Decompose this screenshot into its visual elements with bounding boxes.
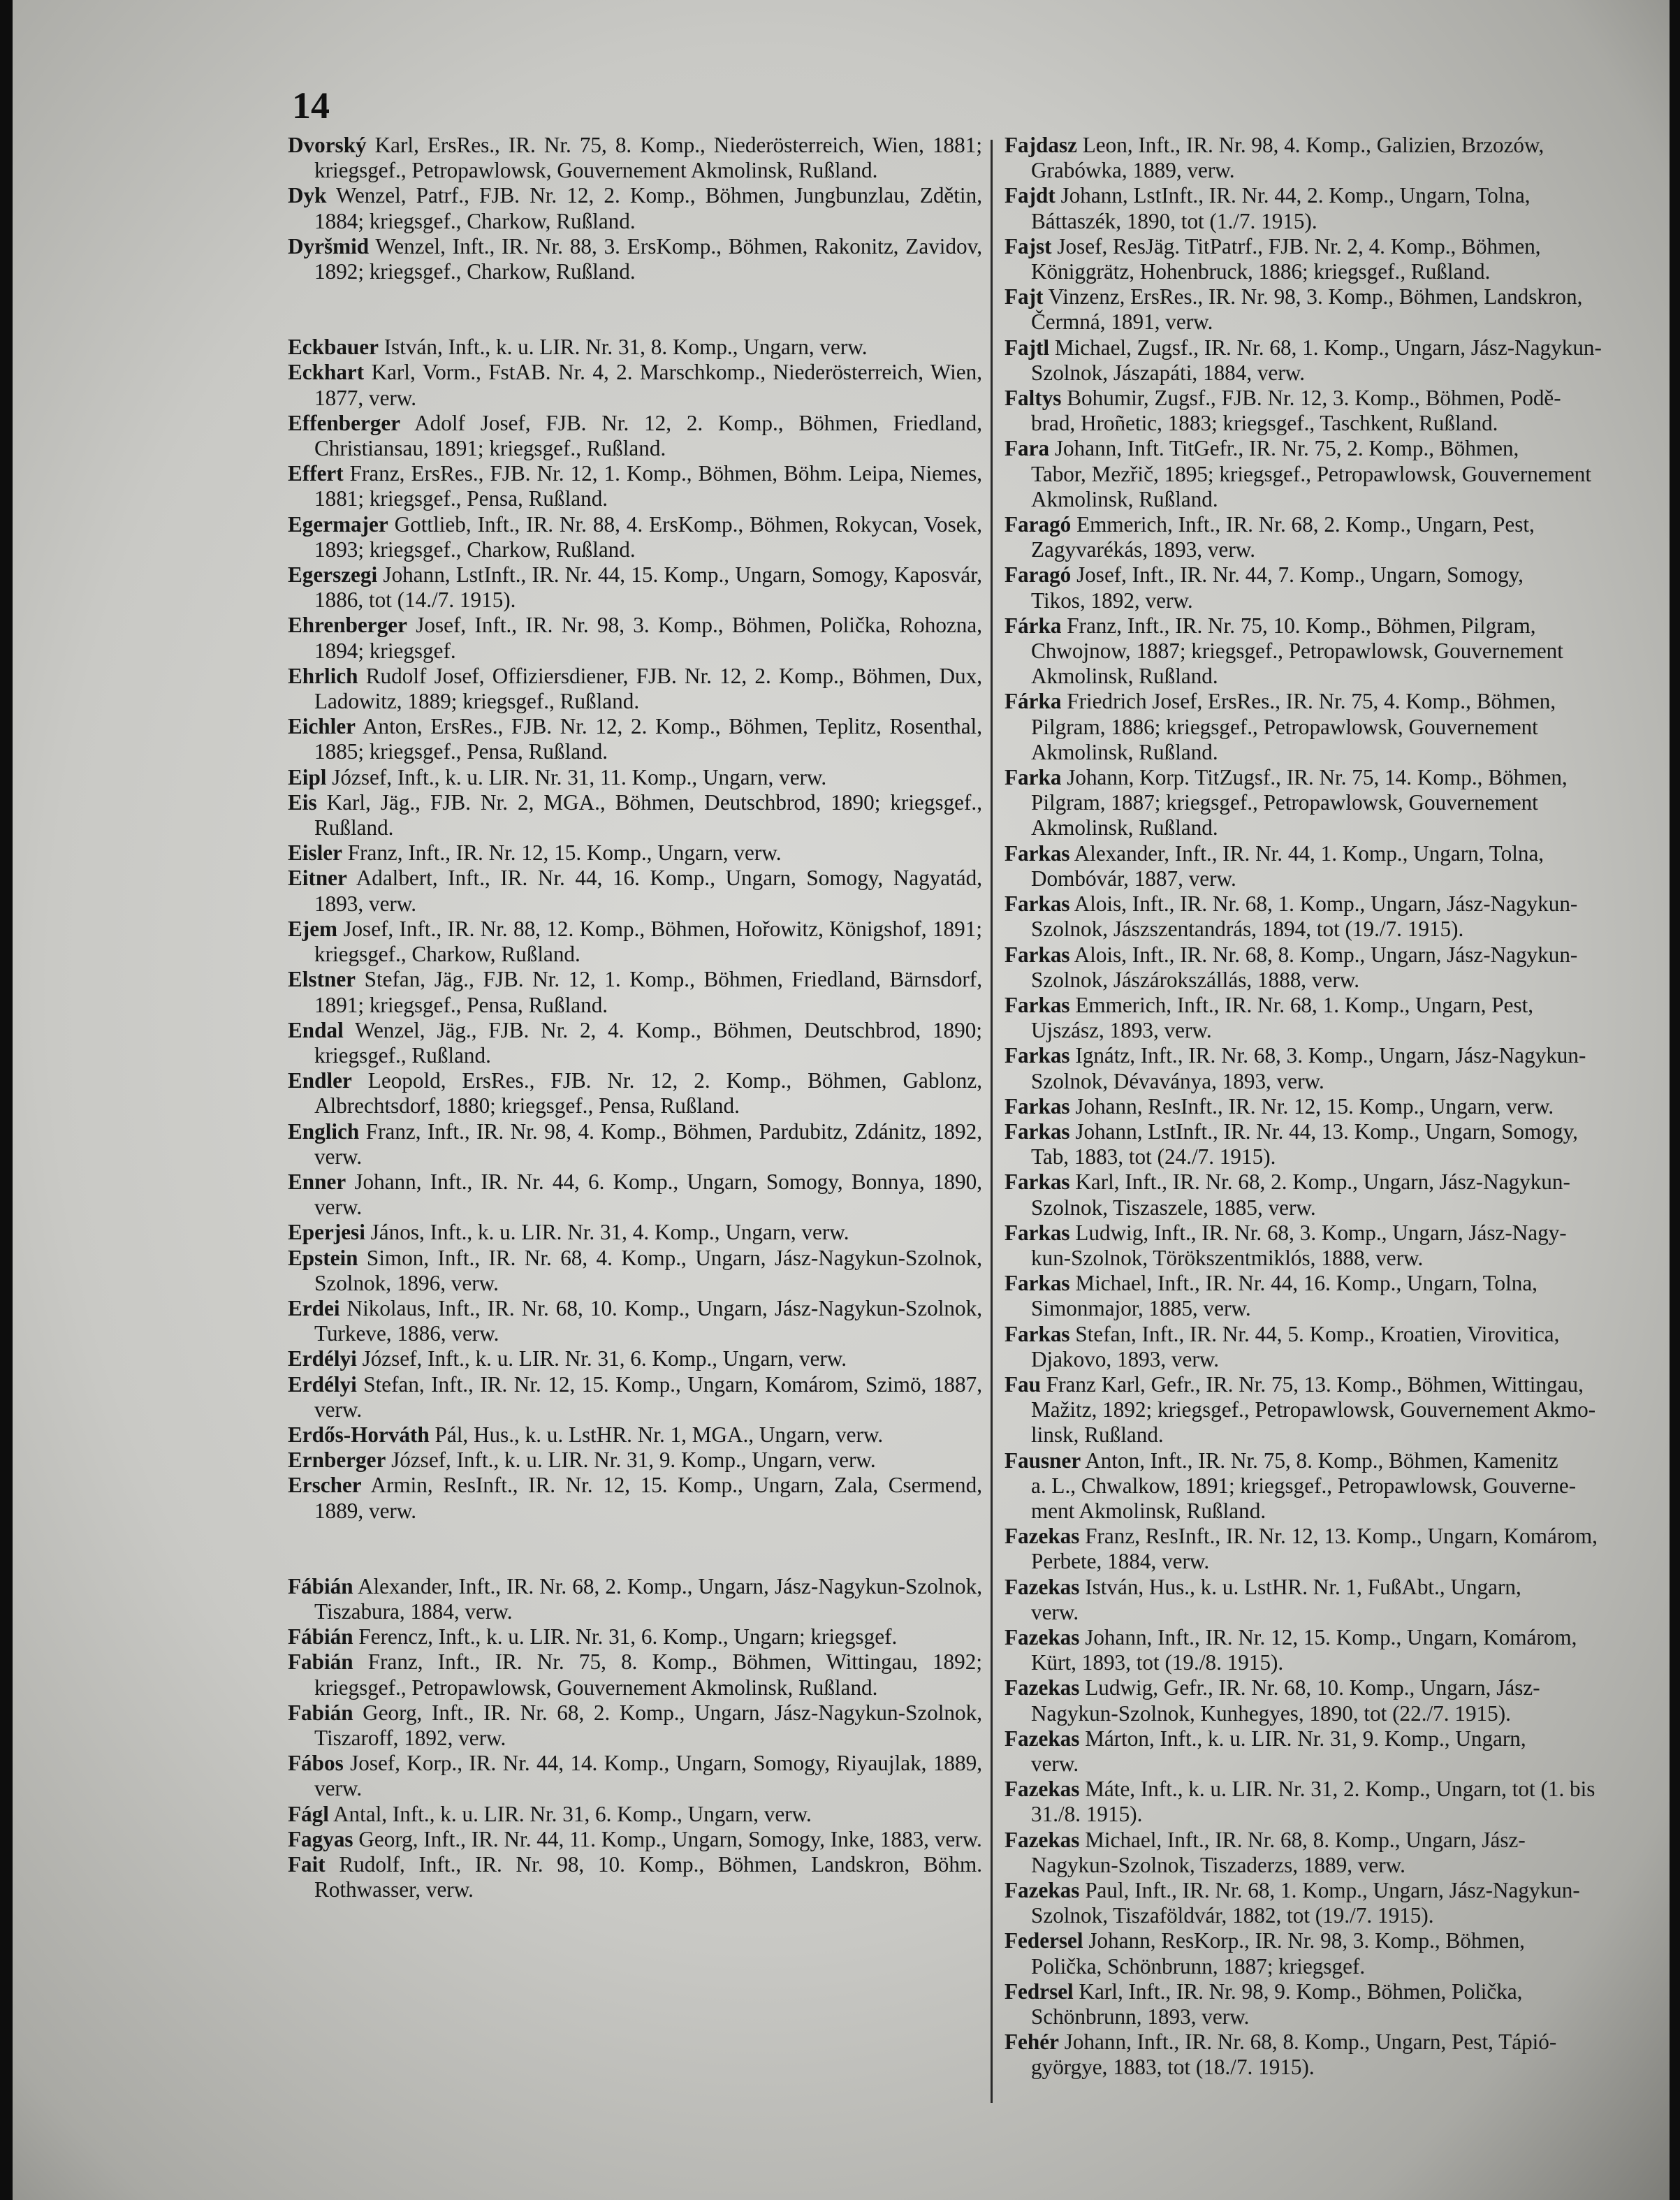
entry-surname: Englich xyxy=(288,1119,360,1144)
entry-details-continued: Nagykun-Szolnok, Kunhegyes, 1890, tot (22./7. 1915). xyxy=(1031,1700,1511,1726)
entry-surname: Fágl xyxy=(288,1801,329,1826)
entry-details: Michael, Inft., IR. Nr. 68, 8. Komp., Ungarn, Jász- xyxy=(1079,1827,1526,1852)
entry-details-continued: brad, Hroñetic, 1883; kriegsgef., Taschkent, Rußland. xyxy=(1031,411,1498,436)
entry-details-continued: györgye, 1883, tot (18./7. 1915). xyxy=(1031,2055,1315,2080)
entry-surname: Fagyas xyxy=(288,1826,353,1851)
entry-details-continued: verw. xyxy=(1031,1751,1079,1776)
entry-details: Rudolf, Inft., IR. Nr. 98, 10. Komp., Böhmen, Landskron, Böhm. Rothwasser, verw. xyxy=(314,1852,982,1902)
list-entry xyxy=(288,183,982,233)
entry-details: Armin, ResInft., IR. Nr. 12, 15. Komp., Ungarn, Zala, Csermend, 1889, verw. xyxy=(314,1473,982,1523)
entry-details: Antal, Inft., k. u. LIR. Nr. 31, 6. Komp., Ungarn, verw. xyxy=(328,1801,812,1826)
entry-details: István, Hus., k. u. LstHR. Nr. 1, FußAbt., Ungarn, xyxy=(1079,1574,1521,1599)
entry-details: Ignátz, Inft., IR. Nr. 68, 3. Komp., Ungarn, Jász-Nagykun- xyxy=(1069,1043,1586,1068)
entry-surname: Eis xyxy=(288,789,317,815)
list-entry xyxy=(1005,436,1670,512)
entry-surname: Ehrlich xyxy=(288,663,358,688)
list-entry xyxy=(288,917,982,967)
list-entry xyxy=(288,461,982,511)
entry-surname: Farkas xyxy=(1005,1093,1070,1119)
entry-details-continued: Szolnok, Jászapáti, 1884, verw. xyxy=(1031,360,1306,385)
list-entry xyxy=(1005,335,1670,386)
list-entry xyxy=(288,1448,982,1473)
entry-surname: Fábián xyxy=(288,1573,353,1598)
list-entry xyxy=(1005,1448,1670,1524)
entry-details: Alois, Inft., IR. Nr. 68, 1. Komp., Ungarn, Jász-Nagykun- xyxy=(1069,891,1578,917)
entry-surname: Eisler xyxy=(288,840,342,866)
entry-surname: Fabián xyxy=(288,1649,353,1675)
entry-details: Leopold, ErsRes., FJB. Nr. 12, 2. Komp., Böhmen, Gablonz, Albrechtsdorf, 1880; kriegsgef., Pensa, Rußland. xyxy=(314,1068,982,1119)
entry-details-continued: Szolnok, Tiszaföldvár, 1882, tot (19./7. 1915). xyxy=(1031,1903,1434,1928)
list-entry xyxy=(1005,765,1670,841)
entry-surname: Fausner xyxy=(1005,1448,1081,1473)
entry-details-continued: Nagykun-Szolnok, Tiszaderzs, 1889, verw. xyxy=(1031,1852,1405,1877)
entry-surname: Erscher xyxy=(288,1473,362,1498)
list-entry xyxy=(1005,1828,1670,1878)
list-entry xyxy=(288,1574,982,1624)
entry-details: Rudolf Josef, Offiziersdiener, FJB. Nr. 12, 2. Komp., Böhmen, Dux, Ladowitz, 1889; kriegsgef., Rußland. xyxy=(314,663,982,714)
entry-details: Alexander, Inft., IR. Nr. 44, 1. Komp., Ungarn, Tolna, xyxy=(1069,840,1544,866)
entry-surname: Fau xyxy=(1005,1371,1041,1397)
entry-details: József, Inft., k. u. LIR. Nr. 31, 6. Komp., Ungarn, verw. xyxy=(356,1346,847,1371)
entry-details: József, Inft., k. u. LIR. Nr. 31, 9. Komp., Ungarn, verw. xyxy=(386,1448,876,1473)
entry-surname: Fajtl xyxy=(1005,335,1050,360)
entry-surname: Faragó xyxy=(1005,562,1072,588)
entry-details-continued: Simonmajor, 1885, verw. xyxy=(1031,1296,1251,1321)
entry-surname: Fajt xyxy=(1005,284,1044,309)
entry-details: Johann, LstInft., IR. Nr. 44, 13. Komp., Ungarn, Somogy, xyxy=(1069,1119,1578,1144)
entry-surname: Dyk xyxy=(288,183,327,208)
entry-details: Michael, Inft., IR. Nr. 44, 16. Komp., Ungarn, Tolna, xyxy=(1069,1271,1537,1296)
list-entry xyxy=(288,133,982,183)
entry-surname: Farkas xyxy=(1005,992,1070,1017)
entry-details: Franz, Inft., IR. Nr. 12, 15. Komp., Ungarn, verw. xyxy=(342,840,782,866)
entry-details: Johann, Korp. TitZugsf., IR. Nr. 75, 14. Komp., Böhmen, xyxy=(1061,765,1568,790)
entry-details-continued: Polička, Schönbrunn, 1887; kriegsgef. xyxy=(1031,1953,1366,1979)
list-entry xyxy=(288,765,982,790)
list-entry xyxy=(1005,1928,1670,1979)
entry-details: Friedrich Josef, ErsRes., IR. Nr. 75, 4. Komp., Böhmen, xyxy=(1061,689,1556,714)
entry-details: Josef, Korp., IR. Nr. 44, 14. Komp., Ungarn, Somogy, Riyaujlak, 1889, verw. xyxy=(314,1751,982,1801)
entry-details-continued: Mažitz, 1892; kriegsgef., Petropawlowsk, Gouvernement Akmo- xyxy=(1031,1397,1596,1422)
list-entry xyxy=(1005,562,1670,613)
entry-details-continued: Szolnok, Jászárokszállás, 1888, verw. xyxy=(1031,967,1360,992)
list-entry xyxy=(288,1119,982,1170)
entry-details: Alexander, Inft., IR. Nr. 68, 2. Komp., Ungarn, Jász-Nagykun-Szolnok, Tiszabura, 1884, verw. xyxy=(314,1573,982,1624)
entry-details: Franz Karl, Gefr., IR. Nr. 75, 13. Komp., Böhmen, Wittingau, xyxy=(1041,1371,1584,1397)
list-entry xyxy=(288,1170,982,1220)
entry-surname: Ejem xyxy=(288,916,338,941)
entry-details-continued: Akmolinsk, Rußland. xyxy=(1031,486,1218,511)
entry-details: Wenzel, Patrf., FJB. Nr. 12, 2. Komp., Böhmen, Jungbunzlau, Zdětin, 1884; kriegsgef., Charkow, Rußland. xyxy=(314,183,982,233)
list-entry xyxy=(1005,1322,1670,1372)
entry-details-continued: linsk, Rußland. xyxy=(1031,1422,1164,1448)
entry-details: Ferencz, Inft., k. u. LIR. Nr. 31, 6. Komp., Ungarn; kriegsgef. xyxy=(353,1624,898,1649)
list-entry xyxy=(288,335,982,360)
entry-details: Johann, Inft., IR. Nr. 68, 8. Komp., Ungarn, Pest, Tápió- xyxy=(1058,2030,1557,2055)
entry-details-continued: Königgrätz, Hohenbruck, 1886; kriegsgef., Rußland. xyxy=(1031,259,1491,284)
scanned-page xyxy=(13,0,1670,2200)
entry-details-continued: a. L., Chwalkow, 1891; kriegsgef., Petropawlowsk, Gouverne- xyxy=(1031,1473,1577,1498)
list-entry xyxy=(288,360,982,410)
list-entry xyxy=(288,1827,982,1852)
entry-details: Michael, Zugsf., IR. Nr. 68, 1. Komp., Ungarn, Jász-Nagykun- xyxy=(1049,335,1602,360)
entry-surname: Fábos xyxy=(288,1751,344,1776)
list-entry xyxy=(1005,942,1670,993)
entry-details-continued: Zagyvarékás, 1893, verw. xyxy=(1031,537,1255,562)
entry-surname: Erdős-Horváth xyxy=(288,1422,430,1447)
entry-surname: Eckhart xyxy=(288,360,365,385)
list-entry xyxy=(1005,1625,1670,1675)
list-entry xyxy=(288,840,982,866)
left-column xyxy=(288,133,982,1902)
entry-details: Josef, Inft., IR. Nr. 98, 3. Komp., Böhmen, Polička, Rohozna, 1894; kriegsgef. xyxy=(314,613,982,663)
list-entry xyxy=(1005,234,1670,284)
entry-surname: Fazekas xyxy=(1005,1675,1080,1700)
list-entry xyxy=(288,790,982,840)
entry-details-continued: Báttaszék, 1890, tot (1./7. 1915). xyxy=(1031,208,1317,233)
entry-surname: Farkas xyxy=(1005,891,1070,917)
entry-details-continued: Djakovo, 1893, verw. xyxy=(1031,1346,1220,1371)
entry-details-continued: Pilgram, 1886; kriegsgef., Petropawlowsk, Gouvernement xyxy=(1031,714,1538,739)
list-entry xyxy=(288,1649,982,1700)
entry-surname: Faltys xyxy=(1005,386,1062,411)
list-entry xyxy=(1005,133,1670,183)
entry-surname: Farkas xyxy=(1005,1119,1070,1144)
entry-surname: Fazekas xyxy=(1005,1624,1080,1649)
list-entry xyxy=(288,1068,982,1119)
entry-details: Márton, Inft., k. u. LIR. Nr. 31, 9. Komp., Ungarn, xyxy=(1079,1726,1526,1751)
list-entry xyxy=(1005,613,1670,690)
entry-details: Karl, Inft., IR. Nr. 68, 2. Komp., Ungarn, Jász-Nagykun- xyxy=(1069,1170,1570,1195)
entry-details: Johann, LstInft., IR. Nr. 44, 2. Komp., Ungarn, Tolna, xyxy=(1055,183,1531,208)
entry-surname: Farka xyxy=(1005,765,1062,790)
entry-details: Vinzenz, ErsRes., IR. Nr. 98, 3. Komp., Böhmen, Landskron, xyxy=(1043,284,1583,309)
entry-surname: Dvorský xyxy=(288,133,367,157)
list-entry xyxy=(288,1700,982,1751)
entry-surname: Eitner xyxy=(288,866,347,891)
entry-details-continued: Akmolinsk, Rußland. xyxy=(1031,739,1218,764)
entry-details: Anton, ErsRes., FJB. Nr. 12, 2. Komp., Böhmen, Teplitz, Rosenthal, 1885; kriegsgef., Pensa, Rußland. xyxy=(314,714,982,764)
list-entry xyxy=(1005,1726,1670,1777)
entry-details-continued: Čermná, 1891, verw. xyxy=(1031,309,1213,335)
entry-surname: Erdélyi xyxy=(288,1371,357,1397)
list-entry xyxy=(1005,1221,1670,1271)
entry-surname: Fazekas xyxy=(1005,1827,1080,1852)
list-entry xyxy=(1005,1094,1670,1119)
entry-details: Georg, Inft., IR. Nr. 68, 2. Komp., Ungarn, Jász-Nagykun-Szolnok, Tiszaroff, 1892, verw. xyxy=(314,1700,982,1750)
entry-details-continued: Akmolinsk, Rußland. xyxy=(1031,664,1218,689)
entry-surname: Farkas xyxy=(1005,1271,1070,1296)
entry-details: Emmerich, Inft., IR. Nr. 68, 2. Komp., Ungarn, Pest, xyxy=(1071,512,1535,537)
list-entry xyxy=(288,613,982,663)
entry-details-continued: Schönbrunn, 1893, verw. xyxy=(1031,2004,1250,2030)
entry-surname: Fazekas xyxy=(1005,1574,1080,1599)
entry-details: Johann, ResKorp., IR. Nr. 98, 3. Komp., Böhmen, xyxy=(1083,1928,1525,1953)
list-entry xyxy=(1005,689,1670,765)
entry-details: Georg, Inft., IR. Nr. 44, 11. Komp., Ungarn, Somogy, Inke, 1883, verw. xyxy=(353,1826,982,1851)
entry-details: Wenzel, Jäg., FJB. Nr. 2, 4. Komp., Böhmen, Deutschbrod, 1890; kriegsgef., Rußland. xyxy=(314,1017,982,1068)
list-entry xyxy=(1005,1979,1670,2030)
entry-details: Johann, Inft. TitGefr., IR. Nr. 75, 2. Komp., Böhmen, xyxy=(1049,436,1519,461)
list-entry xyxy=(1005,1878,1670,1928)
entry-details-continued: Tab, 1883, tot (24./7. 1915). xyxy=(1031,1144,1276,1170)
entry-details: Ludwig, Inft., IR. Nr. 68, 3. Komp., Ungarn, Jász-Nagy- xyxy=(1069,1220,1567,1245)
entry-details-continued: Dombóvár, 1887, verw. xyxy=(1031,866,1236,891)
entry-surname: Fedrsel xyxy=(1005,1979,1074,2004)
entry-details: Franz, ResInft., IR. Nr. 12, 13. Komp., Ungarn, Komárom, xyxy=(1079,1524,1598,1549)
entry-surname: Egerszegi xyxy=(288,562,378,588)
list-entry xyxy=(288,1372,982,1422)
entry-details: Karl, Vorm., FstAB. Nr. 4, 2. Marschkomp., Niederösterreich, Wien, 1877, verw. xyxy=(314,360,982,410)
list-entry xyxy=(288,1751,982,1801)
list-entry xyxy=(288,234,982,284)
list-entry xyxy=(1005,1043,1670,1093)
entry-details: Wenzel, Inft., IR. Nr. 88, 3. ErsKomp., Böhmen, Rakonitz, Zavidov, 1892; kriegsgef., Charkow, Rußland. xyxy=(314,233,982,284)
entry-details: Adalbert, Inft., IR. Nr. 44, 16. Komp., Ungarn, Somogy, Nagyatád, 1893, verw. xyxy=(314,866,982,916)
entry-details: Bohumir, Zugsf., FJB. Nr. 12, 3. Komp., Böhmen, Podě- xyxy=(1061,386,1561,411)
list-entry xyxy=(1005,284,1670,335)
entry-details-continued: Kürt, 1893, tot (19./8. 1915). xyxy=(1031,1650,1284,1675)
entry-surname: Fazekas xyxy=(1005,1726,1080,1751)
entry-details: Stefan, Jäg., FJB. Nr. 12, 1. Komp., Böhmen, Friedland, Bärnsdorf, 1891; kriegsgef., Pensa, Rußland. xyxy=(314,967,982,1017)
entry-surname: Fazekas xyxy=(1005,1524,1080,1549)
entry-details: Johann, LstInft., IR. Nr. 44, 15. Komp., Ungarn, Somogy, Kaposvár, 1886, tot (14./7. 1915). xyxy=(314,562,982,613)
column-divider xyxy=(991,140,993,2103)
entry-surname: Enner xyxy=(288,1169,346,1194)
entry-details: Johann, ResInft., IR. Nr. 12, 15. Komp., Ungarn, verw. xyxy=(1069,1093,1554,1119)
list-entry xyxy=(288,1346,982,1371)
entry-details-continued: Szolnok, Tiszaszele, 1885, verw. xyxy=(1031,1195,1316,1220)
entry-surname: Eperjesi xyxy=(288,1220,365,1245)
entry-surname: Ernberger xyxy=(288,1448,386,1473)
list-entry xyxy=(1005,183,1670,233)
list-entry xyxy=(288,1018,982,1068)
entry-surname: Effert xyxy=(288,461,344,486)
list-entry xyxy=(1005,1575,1670,1625)
entry-details-continued: Chwojnow, 1887; kriegsgef., Petropawlowsk, Gouvernement xyxy=(1031,639,1563,664)
list-entry xyxy=(1005,891,1670,942)
entry-details: Karl, Inft., IR. Nr. 98, 9. Komp., Böhmen, Polička, xyxy=(1073,1979,1523,2004)
entry-details: Gottlieb, Inft., IR. Nr. 88, 4. ErsKomp., Böhmen, Rokycan, Vosek, 1893; kriegsgef., Charkow, Rußland. xyxy=(314,511,982,562)
entry-surname: Farkas xyxy=(1005,1170,1070,1195)
entry-surname: Fabián xyxy=(288,1700,353,1725)
list-entry xyxy=(1005,1271,1670,1321)
list-entry xyxy=(1005,1675,1670,1726)
entry-surname: Fajst xyxy=(1005,233,1052,258)
entry-details: Josef, Inft., IR. Nr. 44, 7. Komp., Ungarn, Somogy, xyxy=(1071,562,1524,588)
entry-details-continued: Perbete, 1884, verw. xyxy=(1031,1549,1210,1574)
entry-details: István, Inft., k. u. LIR. Nr. 31, 8. Komp., Ungarn, verw. xyxy=(378,335,868,360)
entry-details: Franz, Inft., IR. Nr. 75, 10. Komp., Böhmen, Pilgram, xyxy=(1061,613,1536,638)
entry-surname: Fazekas xyxy=(1005,1878,1080,1903)
entry-details: Stefan, Inft., IR. Nr. 44, 5. Komp., Kroatien, Virovitica, xyxy=(1069,1321,1560,1346)
entry-surname: Farkas xyxy=(1005,942,1070,967)
entry-details: Nikolaus, Inft., IR. Nr. 68, 10. Komp., Ungarn, Jász-Nagykun-Szolnok, Turkeve, 1886, verw. xyxy=(314,1295,982,1346)
entry-surname: Farkas xyxy=(1005,1220,1070,1245)
entry-surname: Fajdt xyxy=(1005,183,1056,208)
entry-surname: Endal xyxy=(288,1017,344,1042)
list-entry xyxy=(288,714,982,764)
entry-details: Simon, Inft., IR. Nr. 68, 4. Komp., Ungarn, Jász-Nagykun-Szolnok, Szolnok, 1896, verw. xyxy=(314,1245,982,1295)
list-entry xyxy=(1005,1119,1670,1170)
entry-surname: Fait xyxy=(288,1852,326,1877)
list-entry xyxy=(1005,512,1670,562)
entry-details: Anton, Inft., IR. Nr. 75, 8. Komp., Böhmen, Kamenitz xyxy=(1081,1448,1558,1473)
list-entry xyxy=(288,1422,982,1448)
list-entry xyxy=(288,664,982,714)
entry-details: Johann, Inft., IR. Nr. 44, 6. Komp., Ungarn, Somogy, Bonnya, 1890, verw. xyxy=(314,1169,982,1220)
entry-details-continued: verw. xyxy=(1031,1599,1079,1624)
entry-surname: Ehrenberger xyxy=(288,613,407,638)
entry-details: Ludwig, Gefr., IR. Nr. 68, 10. Komp., Ungarn, Jász- xyxy=(1079,1675,1540,1700)
entry-surname: Eckbauer xyxy=(288,335,379,360)
list-entry xyxy=(288,1802,982,1827)
list-entry xyxy=(288,967,982,1017)
entry-surname: Fábián xyxy=(288,1624,353,1649)
entry-surname: Eipl xyxy=(288,764,327,789)
entry-details: Karl, ErsRes., IR. Nr. 75, 8. Komp., Niederösterreich, Wien, 1881; kriegsgef., Petropawlowsk, Gouvernement Akmolinsk, Rußland. xyxy=(314,133,982,183)
list-entry xyxy=(288,562,982,613)
entry-surname: Fárka xyxy=(1005,689,1062,714)
list-entry xyxy=(1005,841,1670,891)
list-entry xyxy=(1005,2030,1670,2080)
entry-surname: Elstner xyxy=(288,967,356,992)
entry-surname: Effenberger xyxy=(288,410,401,435)
entry-details: Josef, Inft., IR. Nr. 88, 12. Komp., Böhmen, Hořowitz, Königshof, 1891; kriegsgef., Charkow, Rußland. xyxy=(314,916,982,967)
entry-surname: Erdei xyxy=(288,1295,340,1320)
entry-surname: Farkas xyxy=(1005,1043,1070,1068)
entry-surname: Fara xyxy=(1005,436,1050,461)
entry-surname: Fehér xyxy=(1005,2030,1059,2055)
entry-details-continued: Tikos, 1892, verw. xyxy=(1031,588,1193,613)
entry-details: Máte, Inft., k. u. LIR. Nr. 31, 2. Komp., Ungarn, tot (1. bis xyxy=(1079,1777,1595,1802)
entry-surname: Farkas xyxy=(1005,1321,1070,1346)
entry-surname: Erdélyi xyxy=(288,1346,357,1371)
entry-details: Franz, ErsRes., FJB. Nr. 12, 1. Komp., Böhmen, Böhm. Leipa, Niemes, 1881; kriegsgef., Pensa, Rußland. xyxy=(314,461,982,511)
list-entry xyxy=(1005,1777,1670,1827)
list-entry xyxy=(288,512,982,562)
entry-surname: Fajdasz xyxy=(1005,133,1077,157)
entry-details-continued: 31./8. 1915). xyxy=(1031,1802,1143,1827)
entry-details: Adolf Josef, FJB. Nr. 12, 2. Komp., Böhmen, Friedland, Christiansau, 1891; kriegsgef., Rußland. xyxy=(314,410,982,461)
entry-details-continued: Grabówka, 1889, verw. xyxy=(1031,158,1235,183)
list-entry xyxy=(288,1296,982,1346)
entry-details: Josef, ResJäg. TitPatrf., FJB. Nr. 2, 4. Komp., Böhmen, xyxy=(1051,233,1541,258)
entry-details: Pál, Hus., k. u. LstHR. Nr. 1, MGA., Ungarn, verw. xyxy=(429,1422,884,1447)
entry-surname: Faragó xyxy=(1005,512,1072,537)
section-gap xyxy=(288,284,982,335)
entry-details: Franz, Inft., IR. Nr. 75, 8. Komp., Böhmen, Wittingau, 1892; kriegsgef., Petropawlowsk, Gouvernement Akmolinsk, Rußland. xyxy=(314,1649,982,1700)
entry-details: János, Inft., k. u. LIR. Nr. 31, 4. Komp., Ungarn, verw. xyxy=(365,1220,849,1245)
entry-surname: Fazekas xyxy=(1005,1777,1080,1802)
entry-details: Leon, Inft., IR. Nr. 98, 4. Komp., Galizien, Brzozów, xyxy=(1076,133,1544,157)
list-entry xyxy=(1005,1524,1670,1574)
entry-details-continued: kun-Szolnok, Törökszentmiklós, 1888, verw. xyxy=(1031,1245,1424,1270)
entry-details-continued: Pilgram, 1887; kriegsgef., Petropawlowsk, Gouvernement xyxy=(1031,790,1538,815)
entry-details: Emmerich, Inft., IR. Nr. 68, 1. Komp., Ungarn, Pest, xyxy=(1069,992,1534,1017)
entry-details: Franz, Inft., IR. Nr. 98, 4. Komp., Böhmen, Pardubitz, Zdánitz, 1892, verw. xyxy=(314,1119,982,1169)
list-entry xyxy=(1005,1170,1670,1220)
entry-surname: Egermajer xyxy=(288,511,388,537)
entry-details-continued: Szolnok, Jászszentandrás, 1894, tot (19./7. 1915). xyxy=(1031,917,1464,942)
list-entry xyxy=(288,1852,982,1902)
entry-details-continued: Szolnok, Dévaványa, 1893, verw. xyxy=(1031,1068,1324,1093)
entry-surname: Eichler xyxy=(288,714,356,739)
entry-details-continued: ment Akmolinsk, Rußland. xyxy=(1031,1498,1266,1523)
list-entry xyxy=(1005,1372,1670,1448)
list-entry xyxy=(288,1624,982,1649)
page-number: 14 xyxy=(292,85,330,126)
entry-surname: Farkas xyxy=(1005,840,1070,866)
entry-details: Johann, Inft., IR. Nr. 12, 15. Komp., Ungarn, Komárom, xyxy=(1079,1624,1577,1649)
entry-surname: Endler xyxy=(288,1068,352,1093)
list-entry xyxy=(288,1246,982,1296)
entry-details-continued: Ujszász, 1893, verw. xyxy=(1031,1018,1212,1043)
section-gap xyxy=(288,1524,982,1574)
entry-details: Stefan, Inft., IR. Nr. 12, 15. Komp., Ungarn, Komárom, Szimö, 1887, verw. xyxy=(314,1371,982,1422)
list-entry xyxy=(288,866,982,916)
entry-surname: Fárka xyxy=(1005,613,1062,638)
entry-surname: Federsel xyxy=(1005,1928,1083,1953)
list-entry xyxy=(288,1220,982,1245)
entry-details: Alois, Inft., IR. Nr. 68, 8. Komp., Ungarn, Jász-Nagykun- xyxy=(1069,942,1578,967)
entry-details-continued: Tabor, Mezřič, 1895; kriegsgef., Petropawlowsk, Gouvernement xyxy=(1031,461,1592,486)
entry-details-continued: Akmolinsk, Rußland. xyxy=(1031,815,1218,840)
list-entry xyxy=(1005,386,1670,436)
entry-surname: Dyršmid xyxy=(288,233,370,258)
entry-details: József, Inft., k. u. LIR. Nr. 31, 11. Komp., Ungarn, verw. xyxy=(326,764,827,789)
entry-details: Karl, Jäg., FJB. Nr. 2, MGA., Böhmen, Deutschbrod, 1890; kriegsgef., Rußland. xyxy=(314,789,982,840)
list-entry xyxy=(288,1473,982,1523)
entry-details: Paul, Inft., IR. Nr. 68, 1. Komp., Ungarn, Jász-Nagykun- xyxy=(1079,1878,1580,1903)
right-column xyxy=(1005,133,1670,2081)
entry-surname: Epstein xyxy=(288,1245,358,1270)
list-entry xyxy=(1005,993,1670,1043)
list-entry xyxy=(288,411,982,461)
